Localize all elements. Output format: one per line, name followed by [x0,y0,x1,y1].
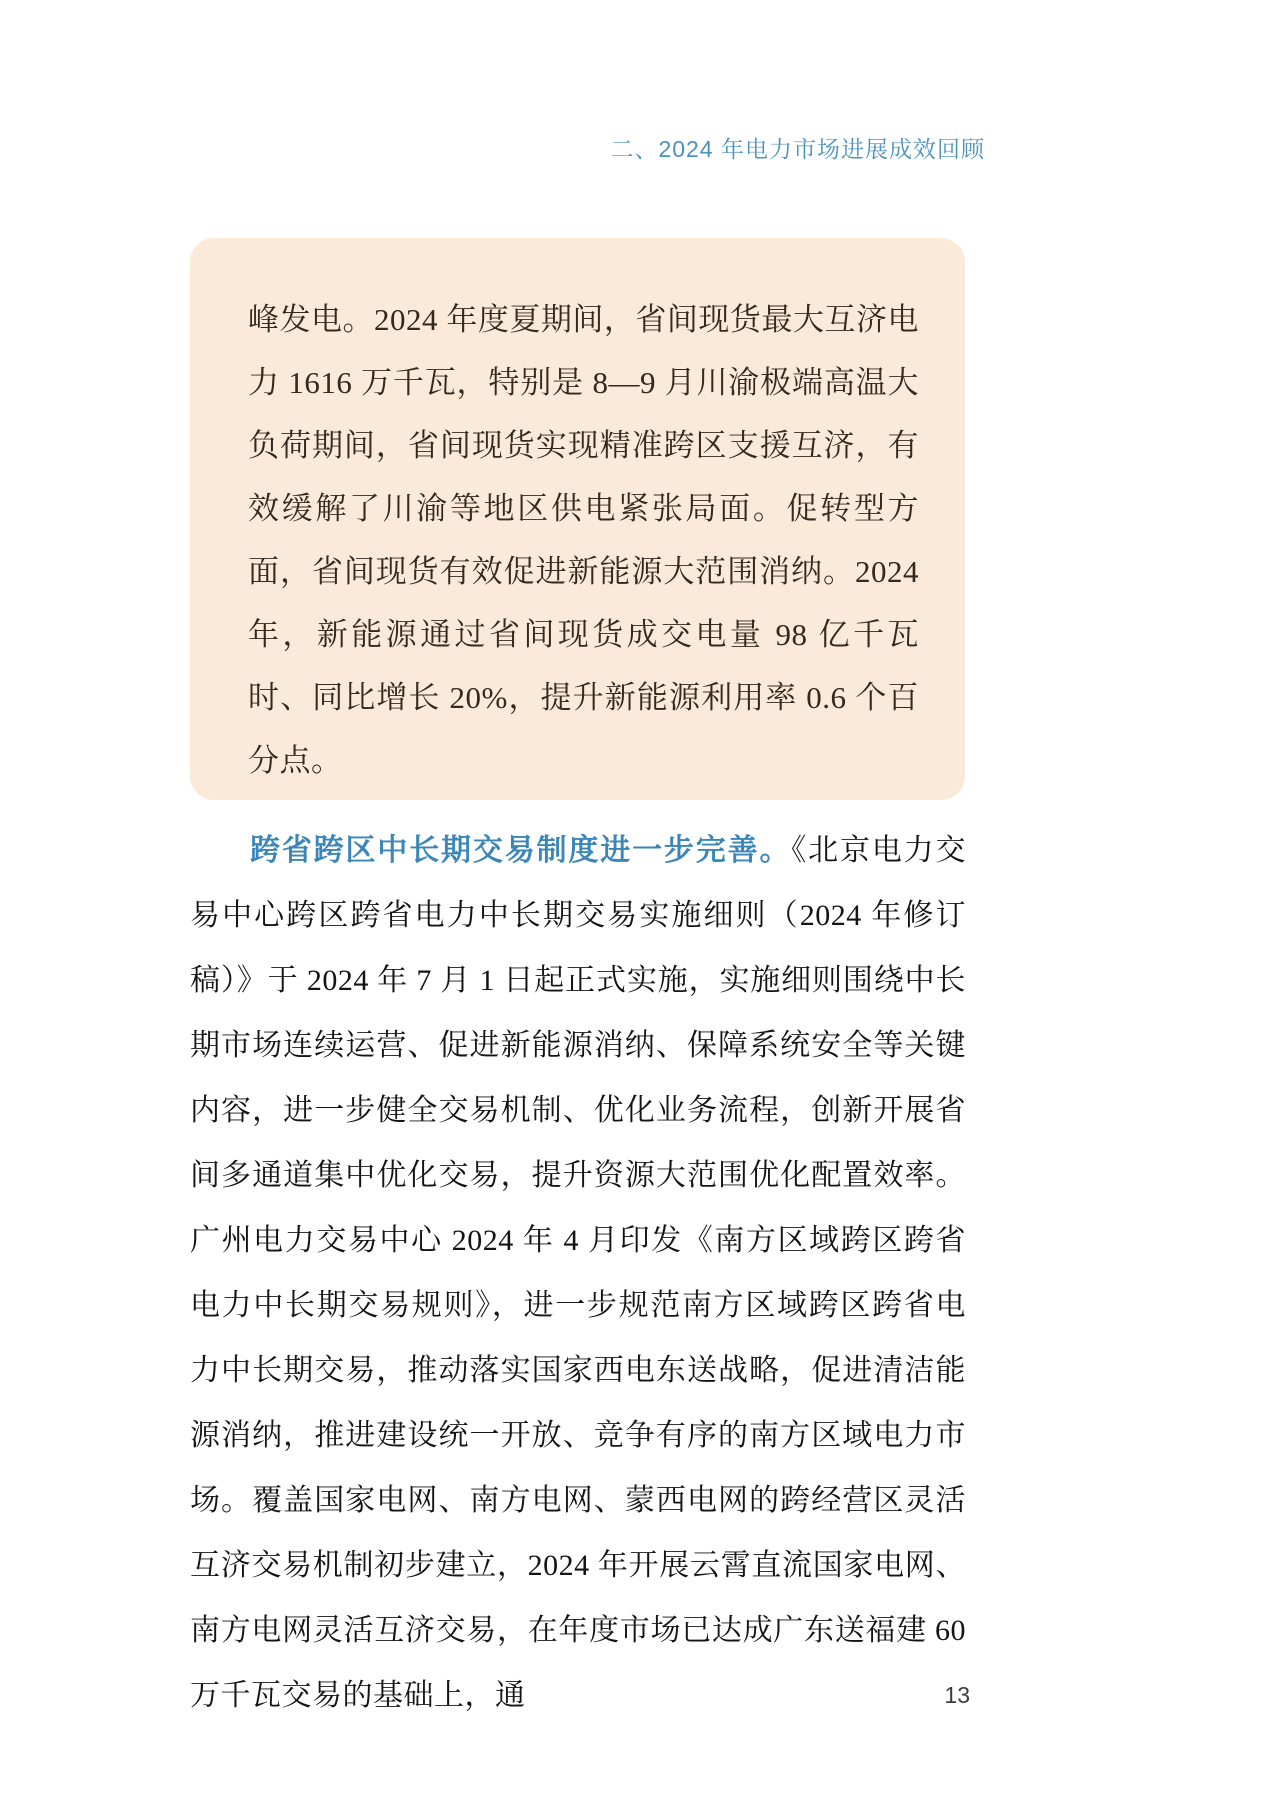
highlight-box-text: 峰发电。2024 年度夏期间，省间现货最大互济电力 1616 万千瓦，特别是 8—9 月川渝极端高温大负荷期间，省间现货实现精准跨区支援互济，有效缓解了川渝等地区供电紧张局面。促转型方面，省间现货有效促进新能源大范围消纳。2024 年，新能源通过省间现货成交电量 98 亿千瓦时、同比增长 20%，提升新能源利用率 0.6 个百分点。 [248,302,919,778]
body-paragraph [190,818,966,1728]
paragraph-text: 《北京电力交易中心跨区跨省电力中长期交易实施细则（2024 年修订稿）》于 2024 年 7 月 1 日起正式实施，实施细则围绕中长期市场连续运营、促进新能源消纳、保障系统安全等关键内容，进一步健全交易机制、优化业务流程，创新开展省间多通道集中优化交易，提升资源大范围优化配置效率。广州电力交易中心 2024 年 4 月印发《南方区域跨区跨省电力中长期交易规则》，进一步规范南方区域跨区跨省电力中长期交易，推动落实国家西电东送战略，促进清洁能源消纳，推进建设统一开放、竞争有序的南方区域电力市场。覆盖国家电网、南方电网、蒙西电网的跨经营区灵活互济交易机制初步建立，2024 年开展云霄直流国家电网、南方电网灵活互济交易，在年度市场已达成广东送福建 60 万千瓦交易的基础上，通 [190,834,967,1712]
paragraph-lead: 跨省跨区中长期交易制度进一步完善。 [250,834,792,867]
highlight-box [190,238,965,800]
page-number: 13 [944,1682,970,1708]
running-header-title: 二、2024 年电力市场进展成效回顾 [610,136,985,162]
